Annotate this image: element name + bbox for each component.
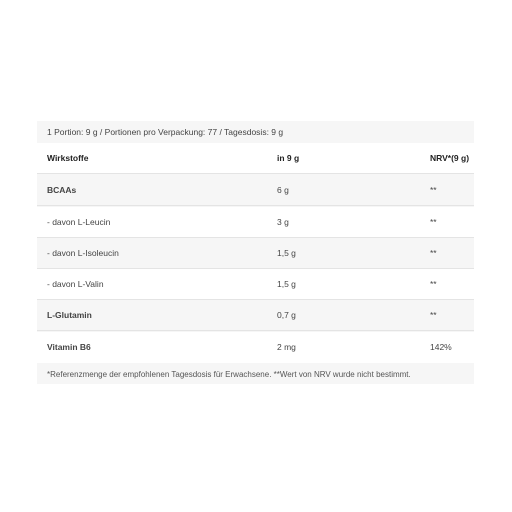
header-nrv: NRV*(9 g): [430, 153, 470, 163]
table-row: [37, 175, 474, 206]
row-amount: 6 g: [277, 185, 289, 195]
row-amount: 3 g: [277, 217, 289, 227]
row-name: - davon L-Valin: [47, 279, 104, 289]
row-name: - davon L-Leucin: [47, 217, 111, 227]
table-row: [37, 269, 474, 300]
row-divider: [37, 173, 474, 174]
nutrition-panel: [37, 121, 474, 384]
footnote: *Referenzmenge der empfohlenen Tagesdosis für Erwachsene. **Wert von NRV wurde nicht bestimmt.: [47, 370, 411, 379]
row-divider: [37, 205, 474, 206]
table-header-row: [37, 143, 474, 174]
row-name: Vitamin B6: [47, 342, 91, 352]
table-row: [37, 300, 474, 331]
portion-info: 1 Portion: 9 g / Portionen pro Verpackung: 77 / Tagesdosis: 9 g: [47, 127, 284, 137]
header-amount: in 9 g: [277, 153, 300, 163]
row-name: - davon L-Isoleucin: [47, 248, 119, 258]
row-amount: 2 mg: [277, 342, 296, 352]
row-amount: 0,7 g: [277, 310, 296, 320]
table-row: [37, 207, 474, 238]
row-nrv: **: [430, 248, 437, 258]
row-amount: 1,5 g: [277, 279, 296, 289]
table-row: [37, 238, 474, 269]
row-nrv: **: [430, 310, 437, 320]
row-nrv: **: [430, 279, 437, 289]
row-name: BCAAs: [47, 185, 77, 195]
row-divider: [37, 330, 474, 331]
row-nrv: **: [430, 217, 437, 227]
table-row: [37, 332, 474, 363]
row-amount: 1,5 g: [277, 248, 296, 258]
header-wirkstoffe: Wirkstoffe: [47, 153, 89, 163]
row-name: L-Glutamin: [47, 310, 92, 320]
row-nrv: 142%: [430, 342, 452, 352]
row-nrv: **: [430, 185, 437, 195]
